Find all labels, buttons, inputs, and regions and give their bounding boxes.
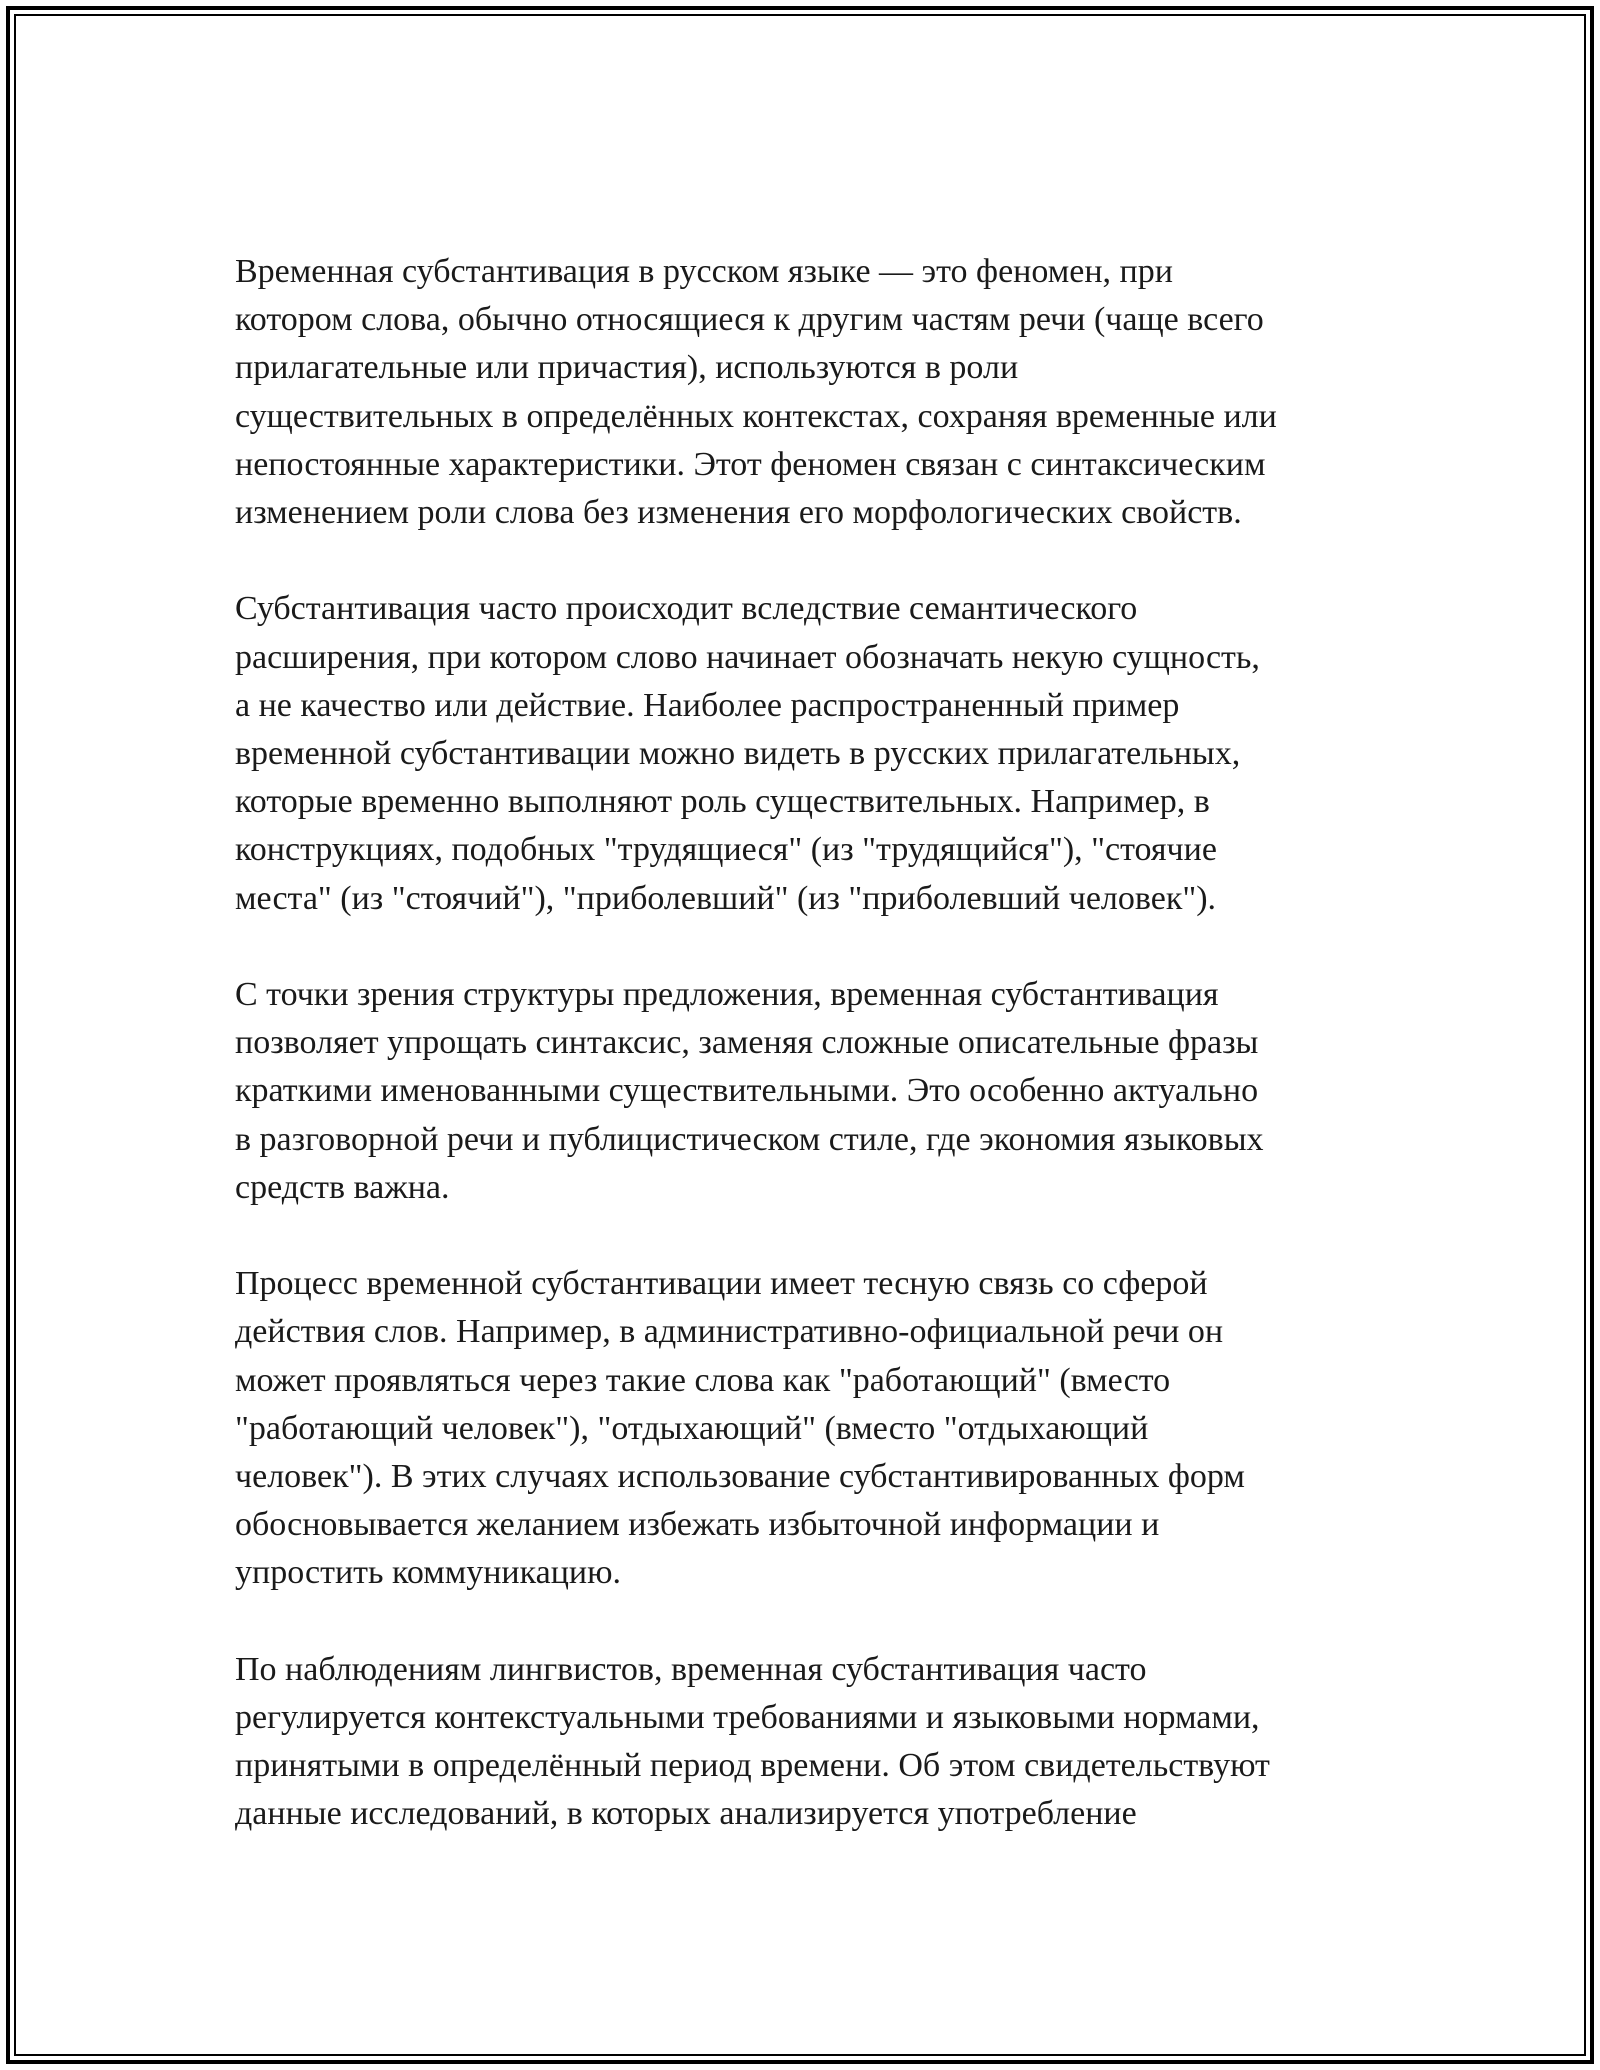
text-line: непостоянные характеристики. Этот феномен связан с синтаксическим [235,445,1266,483]
text-line: расширения, при котором слово начинает обозначать некую сущность, [235,638,1260,676]
text-line: "работающий человек"), "отдыхающий" (вместо "отдыхающий [235,1409,1149,1447]
document-body [235,248,1375,1887]
text-line: Процесс временной субстантивации имеет тесную связь со сферой [235,1265,1208,1303]
text-line: позволяет упрощать синтаксис, заменяя сложные описательные фразы [235,1024,1259,1062]
paragraph-4 [235,1260,1375,1597]
text-line: временной субстантивации можно видеть в русских прилагательных, [235,735,1241,773]
text-line: котором слова, обычно относящиеся к другим частям речи (чаще всего [235,301,1264,339]
text-line: краткими именованными существительными. Это особенно актуально [235,1072,1259,1110]
text-line: С точки зрения структуры предложения, временная субстантивация [235,976,1219,1014]
text-line: Субстантивация часто происходит вследствие семантического [235,590,1138,628]
text-line: прилагательные или причастия), используются в роли [235,349,1019,387]
text-line: конструкциях, подобных "трудящиеся" (из "трудящийся"), "стоячие [235,831,1217,869]
text-line: может проявляться через такие слова как "работающий" (вместо [235,1361,1171,1399]
text-line: средств важна. [235,1168,450,1206]
paragraph-3 [235,971,1375,1212]
paragraph-2 [235,585,1375,922]
text-line: действия слов. Например, в административно-официальной речи он [235,1313,1224,1351]
paragraph-5 [235,1646,1375,1839]
text-line: места" (из "стоячий"), "приболевший" (из "приболевший человек"). [235,879,1217,917]
text-line: изменением роли слова без изменения его морфологических свойств. [235,494,1242,532]
text-line: принятыми в определённый период времени. Об этом свидетельствуют [235,1747,1270,1785]
text-line: данные исследований, в которых анализируется употребление [235,1795,1137,1833]
text-line: существительных в определённых контекстах, сохраняя временные или [235,397,1277,435]
text-line: регулируется контекстуальными требованиями и языковыми нормами, [235,1699,1260,1737]
text-line: в разговорной речи и публицистическом стиле, где экономия языковых [235,1120,1264,1158]
paragraph-1 [235,248,1375,537]
text-line: По наблюдениям лингвистов, временная субстантивация часто [235,1650,1147,1688]
text-line: а не качество или действие. Наиболее распространенный пример [235,686,1180,724]
text-line: упростить коммуникацию. [235,1554,622,1592]
text-line: человек"). В этих случаях использование субстантивированных форм [235,1458,1245,1496]
text-line: которые временно выполняют роль существительных. Например, в [235,783,1210,821]
text-line: обосновывается желанием избежать избыточной информации и [235,1506,1160,1544]
text-line: Временная субстантивация в русском языке — это феномен, при [235,253,1173,290]
